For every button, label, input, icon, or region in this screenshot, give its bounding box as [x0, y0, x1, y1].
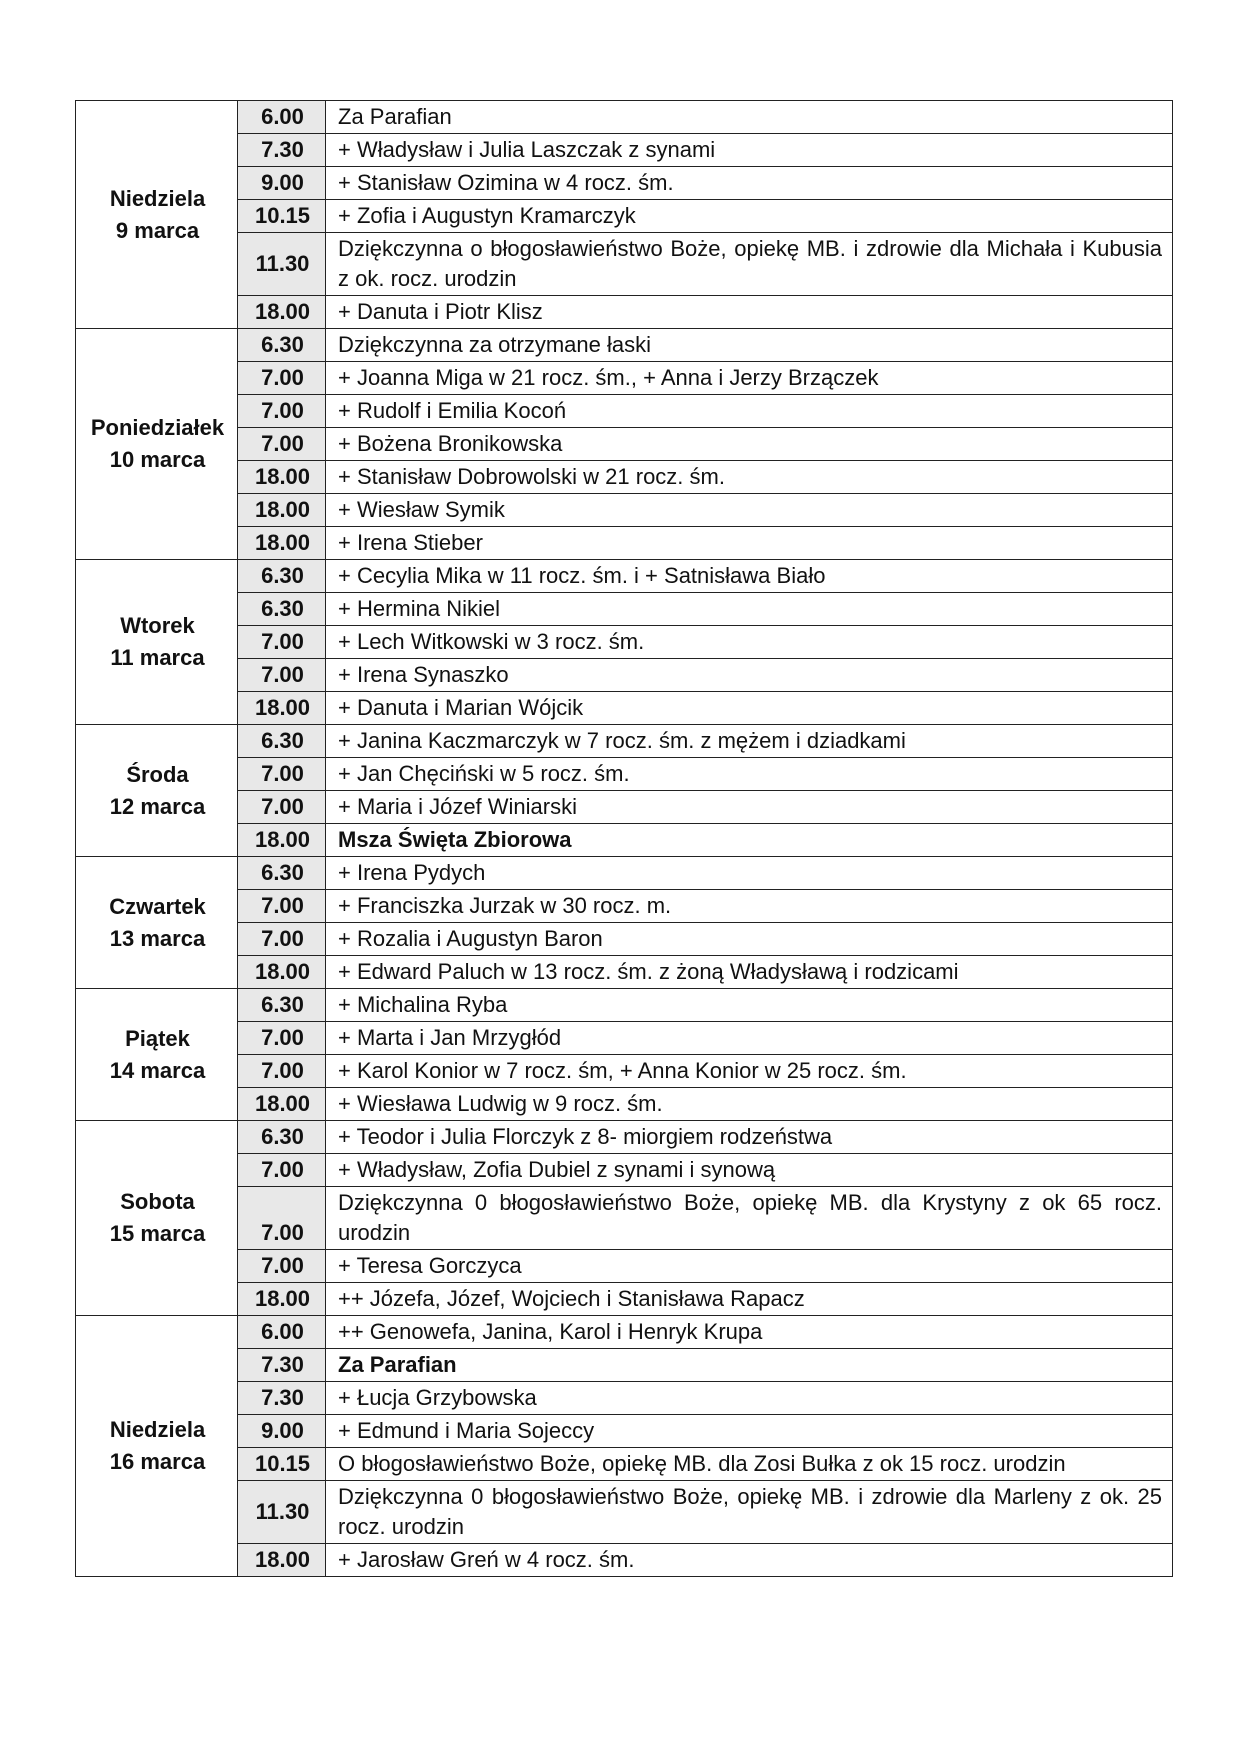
- mass-time: 11.30: [238, 1481, 326, 1544]
- mass-time: 18.00: [238, 527, 326, 560]
- mass-time: 7.00: [238, 1055, 326, 1088]
- table-row: [76, 167, 1173, 200]
- mass-time: 7.00: [238, 890, 326, 923]
- mass-intention: + Teodor i Julia Florczyk z 8- miorgiem rodzeństwa: [326, 1121, 1173, 1154]
- table-row: [76, 527, 1173, 560]
- table-row: [76, 626, 1173, 659]
- mass-time: 6.30: [238, 989, 326, 1022]
- mass-time: 7.00: [238, 1187, 326, 1250]
- table-row: [76, 1055, 1173, 1088]
- day-name: Piątek: [125, 1025, 190, 1051]
- mass-intention: + Irena Synaszko: [326, 659, 1173, 692]
- table-row: [76, 989, 1173, 1022]
- table-row: [76, 1154, 1173, 1187]
- day-cell: [76, 560, 238, 725]
- table-row: [76, 659, 1173, 692]
- mass-intention: Dziękczynna o błogosławieństwo Boże, opiekę MB. i zdrowie dla Michała i Kubusia z ok. rocz. urodzin: [326, 233, 1173, 296]
- day-date: 9 marca: [115, 217, 200, 243]
- table-row: [76, 296, 1173, 329]
- mass-intention: + Hermina Nikiel: [326, 593, 1173, 626]
- mass-time: 6.00: [238, 1316, 326, 1349]
- table-row: [76, 1481, 1173, 1544]
- day-name: Czwartek: [109, 893, 206, 919]
- mass-time: 18.00: [238, 296, 326, 329]
- table-row: [76, 890, 1173, 923]
- mass-schedule-page: [75, 100, 1173, 1577]
- mass-intention: Za Parafian: [326, 1349, 1173, 1382]
- table-row: [76, 1448, 1173, 1481]
- table-row: [76, 1283, 1173, 1316]
- mass-intention: + Rudolf i Emilia Kocoń: [326, 395, 1173, 428]
- mass-intention: Msza Święta Zbiorowa: [326, 824, 1173, 857]
- mass-intention: Za Parafian: [326, 101, 1173, 134]
- mass-intention: + Irena Stieber: [326, 527, 1173, 560]
- table-row: [76, 1544, 1173, 1577]
- table-row: [76, 1250, 1173, 1283]
- mass-time: 18.00: [238, 956, 326, 989]
- day-date: 14 marca: [109, 1057, 206, 1083]
- mass-time: 7.00: [238, 1154, 326, 1187]
- day-date: 13 marca: [109, 925, 206, 951]
- mass-time: 7.00: [238, 659, 326, 692]
- day-date: 15 marca: [109, 1221, 206, 1246]
- mass-time: 9.00: [238, 167, 326, 200]
- table-row: [76, 1121, 1173, 1154]
- mass-time: 11.30: [238, 233, 326, 296]
- mass-intention: + Stanisław Ozimina w 4 rocz. śm.: [326, 167, 1173, 200]
- day-date: 12 marca: [109, 793, 206, 819]
- day-date: 11 marca: [110, 645, 205, 670]
- mass-time: 6.00: [238, 101, 326, 134]
- mass-time: 7.00: [238, 395, 326, 428]
- mass-intention: + Wiesław Symik: [326, 494, 1173, 527]
- table-row: [76, 593, 1173, 626]
- table-row: [76, 428, 1173, 461]
- mass-intention: + Maria i Józef Winiarski: [326, 791, 1173, 824]
- mass-time: 7.30: [238, 1349, 326, 1382]
- day-cell: [76, 329, 238, 560]
- mass-intention: Dziękczynna 0 błogosławieństwo Boże, opiekę MB. dla Krystyny z ok 65 rocz. urodzin: [326, 1187, 1173, 1250]
- table-row: [76, 725, 1173, 758]
- table-row: [76, 923, 1173, 956]
- mass-intention: + Danuta i Piotr Klisz: [326, 296, 1173, 329]
- mass-time: 18.00: [238, 461, 326, 494]
- day-cell: [76, 101, 238, 329]
- table-row: [76, 101, 1173, 134]
- table-row: [76, 692, 1173, 725]
- mass-intention: + Władysław i Julia Laszczak z synami: [326, 134, 1173, 167]
- table-row: [76, 233, 1173, 296]
- mass-intention: + Jan Chęciński w 5 rocz. śm.: [326, 758, 1173, 791]
- mass-intention: ++ Genowefa, Janina, Karol i Henryk Krupa: [326, 1316, 1173, 1349]
- day-date: 16 marca: [109, 1449, 206, 1474]
- mass-time: 7.30: [238, 134, 326, 167]
- table-row: [76, 1316, 1173, 1349]
- day-cell: [76, 857, 238, 989]
- mass-time: 6.30: [238, 560, 326, 593]
- mass-intention: + Jarosław Greń w 4 rocz. śm.: [326, 1544, 1173, 1577]
- mass-time: 9.00: [238, 1415, 326, 1448]
- table-row: [76, 758, 1173, 791]
- mass-intention: Dziękczynna 0 błogosławieństwo Boże, opiekę MB. i zdrowie dla Marleny z ok. 25 rocz. urodzin: [326, 1481, 1173, 1544]
- table-row: [76, 362, 1173, 395]
- day-cell: [76, 1316, 238, 1577]
- mass-time: 18.00: [238, 824, 326, 857]
- mass-time: 18.00: [238, 494, 326, 527]
- mass-intention: + Rozalia i Augustyn Baron: [326, 923, 1173, 956]
- table-row: [76, 1382, 1173, 1415]
- mass-intention: + Joanna Miga w 21 rocz. śm., + Anna i Jerzy Brzączek: [326, 362, 1173, 395]
- mass-intention: + Marta i Jan Mrzygłód: [326, 1022, 1173, 1055]
- table-row: [76, 1349, 1173, 1382]
- mass-time: 18.00: [238, 1283, 326, 1316]
- mass-time: 6.30: [238, 329, 326, 362]
- mass-intention: + Irena Pydych: [326, 857, 1173, 890]
- day-name: Sobota: [120, 1189, 195, 1214]
- mass-schedule-table: [75, 100, 1173, 1577]
- day-name: Niedziela: [109, 185, 206, 211]
- mass-time: 7.00: [238, 791, 326, 824]
- mass-time: 7.00: [238, 1022, 326, 1055]
- mass-intention: ++ Józefa, Józef, Wojciech i Stanisława Rapacz: [326, 1283, 1173, 1316]
- mass-intention: + Michalina Ryba: [326, 989, 1173, 1022]
- mass-time: 18.00: [238, 1088, 326, 1121]
- mass-intention: + Zofia i Augustyn Kramarczyk: [326, 200, 1173, 233]
- mass-intention: + Łucja Grzybowska: [326, 1382, 1173, 1415]
- mass-time: 6.30: [238, 857, 326, 890]
- table-row: [76, 560, 1173, 593]
- day-cell: [76, 1121, 238, 1316]
- mass-time: 18.00: [238, 1544, 326, 1577]
- day-name: Niedziela: [109, 1417, 206, 1442]
- mass-intention: + Edward Paluch w 13 rocz. śm. z żoną Władysławą i rodzicami: [326, 956, 1173, 989]
- mass-time: 7.00: [238, 362, 326, 395]
- table-row: [76, 956, 1173, 989]
- mass-intention: + Danuta i Marian Wójcik: [326, 692, 1173, 725]
- mass-intention: + Lech Witkowski w 3 rocz. śm.: [326, 626, 1173, 659]
- table-row: [76, 1022, 1173, 1055]
- mass-time: 7.00: [238, 428, 326, 461]
- table-row: [76, 200, 1173, 233]
- day-date: 10 marca: [109, 447, 206, 472]
- mass-intention: Dziękczynna za otrzymane łaski: [326, 329, 1173, 362]
- mass-time: 7.00: [238, 758, 326, 791]
- day-name: Wtorek: [120, 613, 195, 638]
- mass-intention: O błogosławieństwo Boże, opiekę MB. dla Zosi Bułka z ok 15 rocz. urodzin: [326, 1448, 1173, 1481]
- mass-intention: + Teresa Gorczyca: [326, 1250, 1173, 1283]
- mass-time: 7.00: [238, 1250, 326, 1283]
- day-cell: [76, 989, 238, 1121]
- mass-time: 6.30: [238, 593, 326, 626]
- table-row: [76, 824, 1173, 857]
- mass-time: 18.00: [238, 692, 326, 725]
- mass-intention: + Janina Kaczmarczyk w 7 rocz. śm. z mężem i dziadkami: [326, 725, 1173, 758]
- mass-intention: + Karol Konior w 7 rocz. śm, + Anna Konior w 25 rocz. śm.: [326, 1055, 1173, 1088]
- mass-time: 7.30: [238, 1382, 326, 1415]
- table-row: [76, 329, 1173, 362]
- day-name: Środa: [126, 761, 189, 787]
- mass-time: 7.00: [238, 626, 326, 659]
- mass-intention: + Stanisław Dobrowolski w 21 rocz. śm.: [326, 461, 1173, 494]
- table-row: [76, 1088, 1173, 1121]
- mass-time: 10.15: [238, 1448, 326, 1481]
- table-row: [76, 1187, 1173, 1250]
- mass-time: 10.15: [238, 200, 326, 233]
- mass-intention: + Franciszka Jurzak w 30 rocz. m.: [326, 890, 1173, 923]
- schedule-body: [76, 101, 1173, 1577]
- mass-time: 7.00: [238, 923, 326, 956]
- mass-time: 6.30: [238, 725, 326, 758]
- mass-intention: + Edmund i Maria Sojeccy: [326, 1415, 1173, 1448]
- day-cell: [76, 725, 238, 857]
- table-row: [76, 857, 1173, 890]
- mass-intention: + Władysław, Zofia Dubiel z synami i synową: [326, 1154, 1173, 1187]
- table-row: [76, 494, 1173, 527]
- mass-time: 6.30: [238, 1121, 326, 1154]
- day-name: Poniedziałek: [90, 415, 225, 440]
- mass-intention: + Wiesława Ludwig w 9 rocz. śm.: [326, 1088, 1173, 1121]
- mass-intention: + Bożena Bronikowska: [326, 428, 1173, 461]
- table-row: [76, 1415, 1173, 1448]
- table-row: [76, 461, 1173, 494]
- mass-intention: + Cecylia Mika w 11 rocz. śm. i + Satnisława Biało: [326, 560, 1173, 593]
- table-row: [76, 134, 1173, 167]
- table-row: [76, 791, 1173, 824]
- table-row: [76, 395, 1173, 428]
